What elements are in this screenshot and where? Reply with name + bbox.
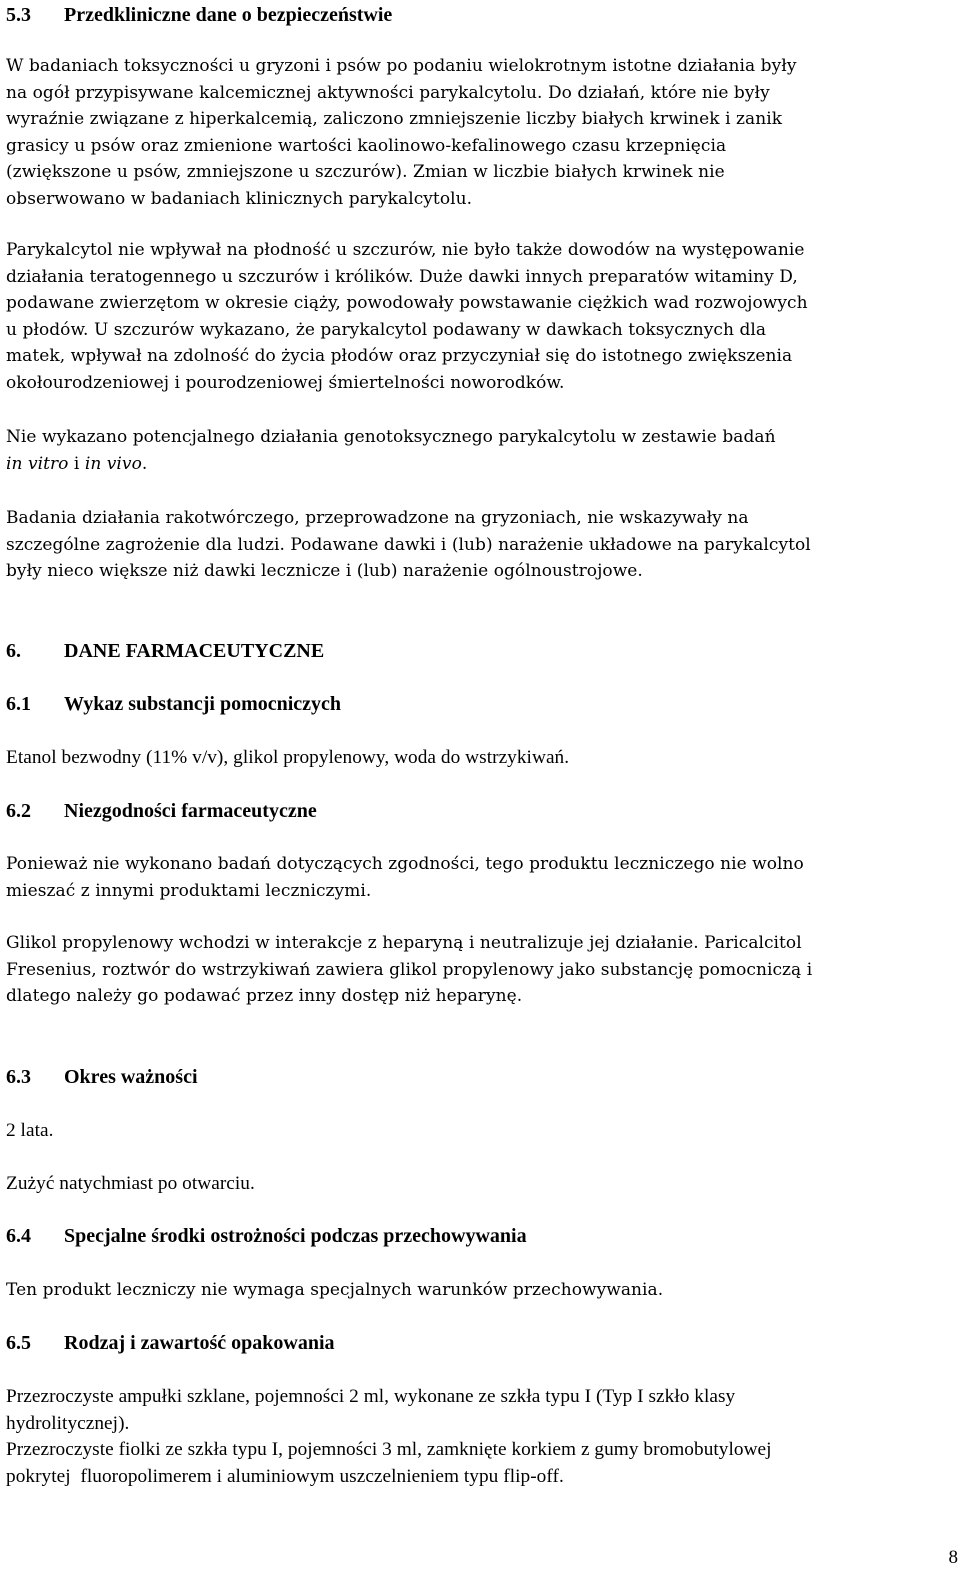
section-title: Przedkliniczne dane o bezpieczeństwie (64, 4, 393, 26)
text-line: Fresenius, roztwór do wstrzykiwań zawiera glikol propylenowy jako substancję pomocniczą i (6, 959, 813, 980)
section-number: 5.3 (6, 4, 31, 26)
paragraph-incompatibilities (6, 851, 950, 904)
period-text: . (141, 453, 148, 474)
section-title: Wykaz substancji pomocniczych (64, 693, 342, 715)
text-line (6, 451, 950, 478)
text-line: W badaniach toksyczności u gryzoni i psów po podaniu wielokrotnym istotne działania były (6, 56, 797, 76)
section-heading-5-3 (6, 2, 392, 28)
text-line: mieszać z innymi produktami leczniczymi. (6, 880, 372, 901)
in-vivo-text: in vivo (84, 453, 142, 474)
paragraph-vials (6, 1437, 950, 1490)
text-line: u płodów. U szczurów wykazano, że parykalcytol podawany w dawkach toksycznych dla (6, 319, 767, 340)
section-number: 6.4 (6, 1225, 31, 1247)
paragraph-ampoules (6, 1384, 950, 1437)
conjunction-text: i (68, 453, 85, 474)
text-line: Przezroczyste fiolki ze szkła typu I, pojemności 3 ml, zamknięte korkiem z gumy bromobutylowej (6, 1439, 772, 1460)
section-heading-6-1 (6, 691, 341, 717)
text-line: okołourodzeniowej i pourodzeniowej śmiertelności noworodków. (6, 372, 565, 393)
paragraph-shelf-life (6, 1118, 950, 1145)
section-heading-6-3 (6, 1064, 198, 1090)
text-line: matek, wpływał na zdolność do życia płodów oraz przyczyniał się do istotnego zwiększenia (6, 346, 793, 367)
text-line: były nieco większe niż dawki lecznicze i (lub) narażenie ogólnoustrojowe. (6, 561, 643, 582)
paragraph-genotoxicity (6, 424, 950, 477)
section-title: Specjalne środki ostrożności podczas przechowywania (64, 1225, 527, 1247)
text-line: podawane zwierzętom w okresie ciąży, powodowały powstawanie ciężkich wad rozwojowych (6, 293, 808, 314)
section-title: DANE FARMACEUTYCZNE (64, 640, 325, 662)
paragraph-toxicity (6, 53, 950, 213)
text-line: obserwowano w badaniach klinicznych parykalcytolu. (6, 188, 473, 209)
text-line: Glikol propylenowy wchodzi w interakcje z heparyną i neutralizuje jej działanie. Paricalcitol (6, 933, 802, 953)
section-number: 6. (6, 640, 21, 662)
text-line: 2 lata. (6, 1120, 54, 1141)
text-line: Badania działania rakotwórczego, przeprowadzone na gryzoniach, nie wskazywały na (6, 508, 749, 528)
text-line: grasicy u psów oraz zmienione wartości kaolinowo-kefalinowego czasu krzepnięcia (6, 135, 727, 156)
section-heading-6-4 (6, 1223, 527, 1249)
section-title: Okres ważności (64, 1066, 198, 1088)
text-line: Przezroczyste ampułki szklane, pojemności 2 ml, wykonane ze szkła typu I (Typ I szkło klasy (6, 1386, 736, 1407)
text-line: (zwiększone u psów, zmniejszone u szczurów). Zmian w liczbie białych krwinek nie (6, 162, 725, 183)
text-line: pokrytej fluoropolimerem i aluminiowym uszczelnieniem typu flip-off. (6, 1465, 564, 1487)
text-line: dlatego należy go podawać przez inny dostęp niż heparynę. (6, 986, 523, 1007)
section-number: 6.2 (6, 800, 31, 822)
section-heading-6-2 (6, 798, 317, 824)
text-line: Zużyć natychmiast po otwarciu. (6, 1173, 255, 1194)
section-number: 6.5 (6, 1332, 31, 1354)
text-line: Etanol bezwodny (11% v/v), glikol propylenowy, woda do wstrzykiwań. (6, 747, 570, 768)
paragraph-heparin-interaction (6, 930, 950, 1010)
section-heading-6 (6, 638, 324, 664)
section-number: 6.1 (6, 693, 31, 715)
page-number: 8 (948, 1547, 958, 1568)
paragraph-excipients (6, 745, 950, 772)
text-line: działania teratogennego u szczurów i królików. Duże dawki innych preparatów witaminy D, (6, 266, 798, 287)
text-line: Nie wykazano potencjalnego działania genotoksycznego parykalcytolu w zestawie badań (6, 427, 776, 447)
text-line: Parykalcytol nie wpływał na płodność u szczurów, nie było także dowodów na występowanie (6, 240, 805, 260)
text-line: na ogół przypisywane kalcemicznej aktywności parykalcytolu. Do działań, które nie były (6, 82, 770, 103)
text-line: wyraźnie związane z hiperkalcemią, zaliczono zmniejszenie liczby białych krwinek i zanik (6, 109, 783, 130)
section-number: 6.3 (6, 1066, 31, 1088)
paragraph-carcinogenicity (6, 505, 950, 585)
paragraph-storage (6, 1277, 950, 1304)
text-line: szczególne zagrożenie dla ludzi. Podawane dawki i (lub) narażenie układowe na parykalcytol (6, 534, 811, 555)
section-title: Niezgodności farmaceutyczne (64, 800, 317, 822)
text-line: Ten produkt leczniczy nie wymaga specjalnych warunków przechowywania. (6, 1280, 664, 1300)
paragraph-fertility (6, 237, 950, 397)
in-vitro-text: in vitro (6, 453, 69, 474)
text-line: Ponieważ nie wykonano badań dotyczących zgodności, tego produktu leczniczego nie wolno (6, 854, 804, 874)
section-title: Rodzaj i zawartość opakowania (64, 1332, 335, 1354)
section-heading-6-5 (6, 1330, 335, 1356)
paragraph-use-after-opening (6, 1171, 950, 1198)
text-line: hydrolitycznej). (6, 1412, 130, 1434)
